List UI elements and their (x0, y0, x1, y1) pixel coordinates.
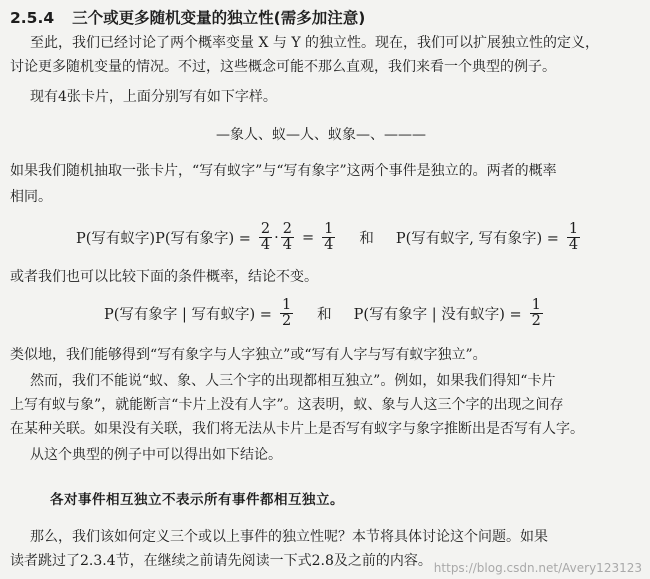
paragraph-independence-line1: 如果我们随机抽取一张卡片，“写有蚁字”与“写有象字”这两个事件是独立的。两者的概率 (10, 163, 557, 179)
dot-operator: · (274, 229, 279, 246)
and-word: 和 (359, 231, 374, 247)
paragraph-cards-intro: 现有4张卡片，上面分别写有如下字样。 (30, 89, 277, 105)
eq2-rhs: P(写有象字 | 没有蚁字) = (353, 307, 522, 323)
section-heading (10, 6, 365, 28)
fraction: $\frac{1}{2}$ (531, 297, 541, 329)
fraction: $\frac{1}{4}$ (324, 221, 334, 253)
section-number: 2.5.4 (10, 9, 55, 27)
equals-sign: = (301, 229, 315, 246)
eq2-lhs: P(写有象字 | 写有蚁字) = (104, 307, 272, 323)
paragraph-intro-line1: 至此，我们已经讨论了两个概率变量 X 与 Y 的独立性。现在，我们可以扩展独立性的定义， (30, 35, 600, 51)
equation-joint-probability (76, 222, 582, 253)
eq1-lhs: P(写有蚁字)P(写有象字) = (76, 231, 251, 247)
paragraph-however-line4: 从这个典型的例子中可以得出如下结论。 (30, 447, 282, 463)
paragraph-however-line3: 在某种关联。如果没有关联，我们将无法从卡片上是否写有蚁字与象字推断出是否写有人字。 (10, 421, 584, 437)
paragraph-next-line2: 读者跳过了2.3.4节，在继续之前请先阅读一下式2.8及之前的内容。 (10, 553, 432, 569)
eq1-rhs: P(写有蚁字, 写有象字) = (395, 231, 559, 247)
fraction: $\frac{2}{4}$ (260, 221, 271, 253)
fraction: $\frac{2}{4}$ (282, 221, 292, 253)
section-title: 三个或更多随机变量的独立性(需多加注意) (72, 9, 366, 27)
conclusion-statement: 各对事件相互独立不表示所有事件都相互独立。 (50, 492, 344, 508)
paragraph-intro-line2: 讨论更多随机变量的情况。不过，这些概念可能不那么直观，我们来看一个典型的例子。 (10, 59, 556, 75)
paragraph-similarly: 类似地，我们能够得到“写有象字与人字独立”或“写有人字与写有蚁字独立”。 (10, 347, 487, 363)
paragraph-independence-line2: 相同。 (10, 189, 52, 205)
and-word: 和 (317, 307, 332, 323)
fraction: $\frac{1}{4}$ (568, 221, 579, 253)
watermark: https://blog.csdn.net/Avery123123 (433, 561, 642, 575)
paragraph-conditional: 或者我们也可以比较下面的条件概率，结论不变。 (10, 269, 318, 285)
paragraph-next-line1: 那么，我们该如何定义三个或以上事件的独立性呢？本节将具体讨论这个问题。如果 (30, 529, 548, 545)
paragraph-however-line1: 然而，我们不能说“蚁、象、人三个字的出现都相互独立”。例如，如果我们得知“卡片 (30, 373, 556, 389)
equation-conditional-probability (104, 298, 545, 329)
fraction: $\frac{1}{2}$ (281, 297, 292, 329)
paragraph-however-line2: 上写有蚁与象”，就能断言“卡片上没有人字”。这表明，蚁、象与人这三个字的出现之间存 (10, 397, 564, 413)
cards-list: —象人、蚁—人、蚁象—、——— (216, 127, 426, 143)
